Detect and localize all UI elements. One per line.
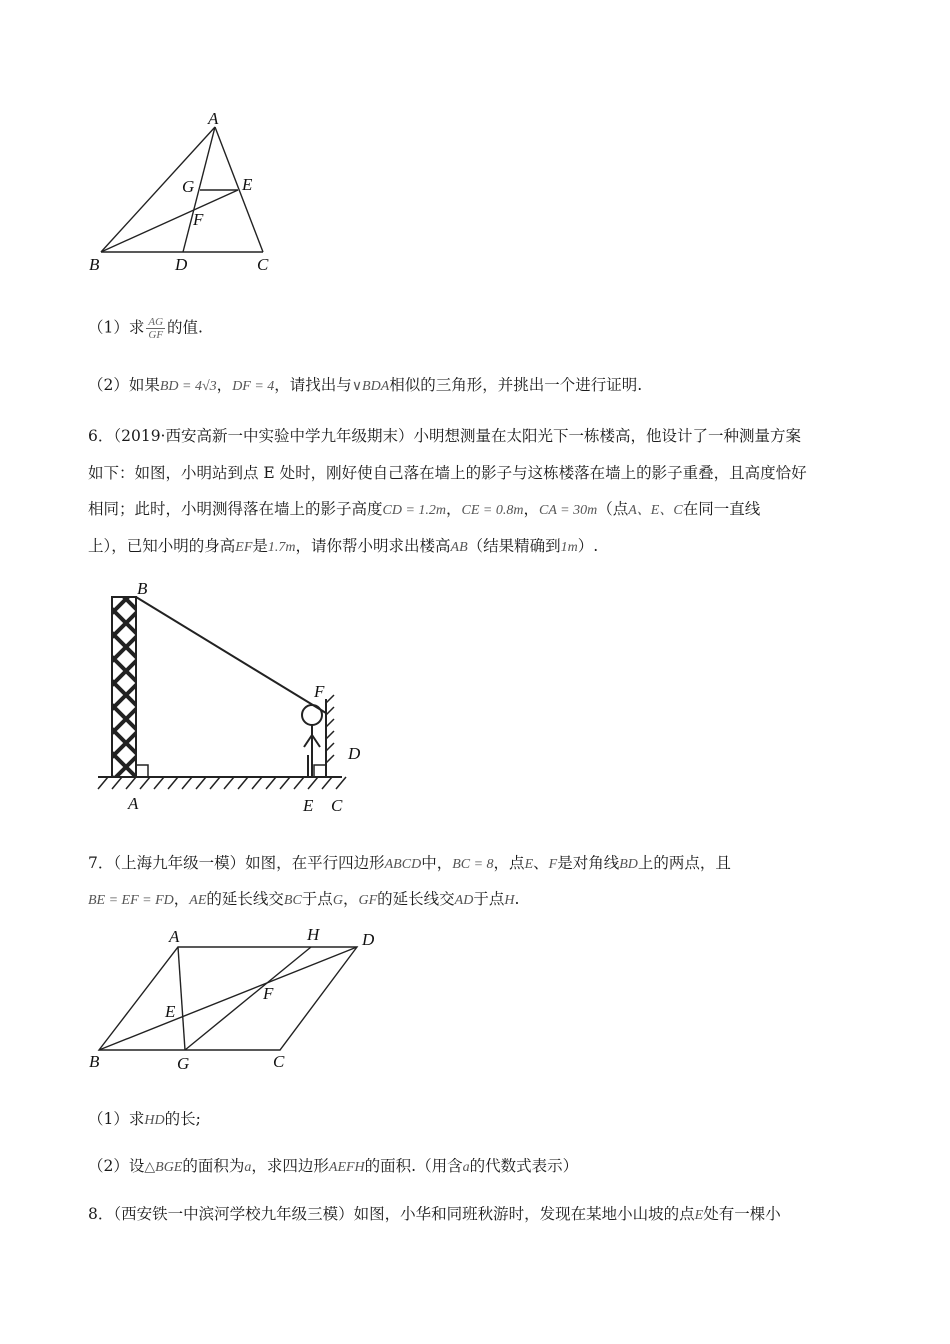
- label-d: D: [362, 930, 375, 949]
- side-ab: [101, 127, 215, 252]
- label-e: E: [165, 1002, 176, 1021]
- q6-line4: 上），已知小明的身高EF是1.7m，请你帮小明求出楼高AB（结果精确到1m）.: [88, 537, 599, 555]
- q7-line1: 7．（上海九年级一模）如图，在平行四边形ABCD中，BC = 8，点E、F是对角线BD上的两点，且: [88, 854, 731, 872]
- q5-part1: （1）求 $\frac{AG}{GF}$ 的值.: [88, 316, 203, 341]
- label-g: G: [182, 177, 195, 196]
- building-shadow-figure: [90, 575, 380, 820]
- label-e: E: [242, 175, 253, 194]
- label-c: C: [257, 255, 269, 274]
- label-d: D: [348, 744, 361, 763]
- label-b: B: [89, 1052, 100, 1071]
- label-a: A: [208, 110, 219, 128]
- label-c: C: [273, 1052, 285, 1071]
- label-g: G: [177, 1054, 190, 1073]
- label-f: F: [193, 210, 204, 229]
- fraction-ag-gf: $\frac{AG}{GF}$: [148, 316, 164, 341]
- q6-line2: 如下：如图，小明站到点 E 处时，刚好使自己落在墙上的影子与这栋楼落在墙上的影子重叠，且高度恰好: [88, 464, 807, 482]
- segment-be: [101, 190, 238, 252]
- q7-part2: （2）设△BGE的面积为a，求四边形AEFH的面积.（用含a的代数式表示）: [88, 1157, 579, 1175]
- label-d: D: [175, 255, 188, 274]
- segment-ag: [178, 947, 185, 1050]
- label-a: A: [128, 794, 139, 813]
- label-e: E: [303, 796, 314, 815]
- label-b: B: [89, 255, 100, 274]
- q6-line1: 6．（2019·西安高新一中实验中学九年级期末）小明想测量在太阳光下一栋楼高，他设计了一种测量方案: [88, 427, 801, 445]
- q8-line1: 8．（西安铁一中滨河学校九年级三模）如图，小华和同班秋游时，发现在某地小山坡的点E处有一棵小: [88, 1205, 781, 1223]
- sun-ray: [136, 597, 326, 713]
- label-f: F: [314, 682, 325, 701]
- ground-hatch: [98, 777, 346, 789]
- q5-part2: （2）如果BD = 4√3，DF = 4，请找出与∨BDA相似的三角形，并挑出一个进行证明.: [88, 376, 643, 394]
- triangle-figure: [85, 110, 285, 275]
- right-angle-c: [314, 765, 326, 777]
- person-xiaoming: [302, 705, 322, 777]
- q6-line3: 相同；此时，小明测得落在墙上的影子高度CD = 1.2m，CE = 0.8m，CA = 30m（点A、E、C在同一直线: [88, 500, 761, 518]
- label-f: F: [263, 984, 274, 1003]
- q7-part1: （1）求HD的长;: [88, 1110, 201, 1128]
- wall-hatch: [326, 695, 334, 763]
- label-b: B: [137, 579, 148, 598]
- label-h: H: [307, 925, 320, 944]
- label-c: C: [331, 796, 343, 815]
- label-a: A: [169, 927, 180, 946]
- parallelogram-figure: [85, 925, 395, 1080]
- q7-line2: BE = EF = FD，AE的延长线交BC于点G，GF的延长线交AD于点H.: [88, 890, 520, 908]
- building: [112, 597, 136, 777]
- right-angle-a: [136, 765, 148, 777]
